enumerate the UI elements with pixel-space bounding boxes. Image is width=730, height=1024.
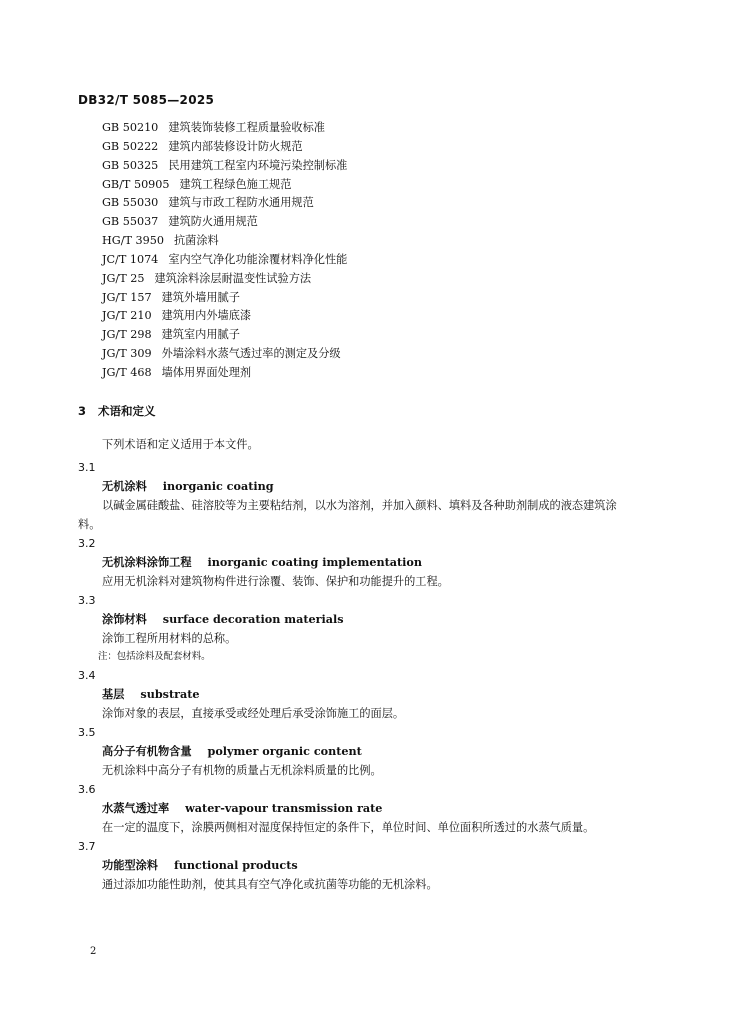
term-definition: 以碱金属硅酸盐、硅溶胶等为主要粘结剂，以水为溶剂，并加入颜料、填料及各种助剂制成的液态建筑涂料。 bbox=[78, 499, 617, 531]
term-definition: 通过添加功能性助剂，使其具有空气净化或抗菌等功能的无机涂料。 bbox=[102, 878, 438, 891]
term-chinese: 功能型涂料 bbox=[102, 858, 158, 872]
reference-title: 建筑工程绿色施工规范 bbox=[179, 177, 292, 191]
section-title: 术语和定义 bbox=[98, 404, 156, 418]
reference-code: JG/T 298 bbox=[102, 328, 152, 342]
reference-item bbox=[102, 270, 347, 289]
term-number: 3.7 bbox=[78, 840, 96, 853]
term-chinese: 涂饰材料 bbox=[102, 612, 147, 626]
term-chinese: 基层 bbox=[102, 687, 125, 701]
reference-title: 墙体用界面处理剂 bbox=[161, 365, 252, 379]
term-entry bbox=[78, 534, 638, 591]
reference-code: GB/T 50905 bbox=[102, 177, 170, 191]
reference-item bbox=[102, 138, 347, 157]
reference-code: GB 50210 bbox=[102, 121, 159, 134]
reference-code: JG/T 157 bbox=[102, 290, 152, 304]
term-entry bbox=[78, 837, 638, 894]
reference-item bbox=[102, 326, 347, 345]
term-entry bbox=[78, 723, 638, 780]
term-entry bbox=[78, 666, 638, 723]
term-heading bbox=[78, 685, 638, 704]
term-english: functional products bbox=[173, 858, 298, 872]
reference-code: JG/T 309 bbox=[102, 347, 152, 361]
term-english: inorganic coating bbox=[162, 479, 274, 493]
term-english: water-vapour transmission rate bbox=[185, 801, 383, 815]
reference-title: 抗菌涂料 bbox=[173, 234, 219, 248]
reference-item bbox=[102, 345, 347, 364]
reference-item bbox=[102, 176, 347, 195]
reference-item bbox=[102, 232, 347, 251]
normative-references-list bbox=[102, 119, 347, 383]
section-heading bbox=[78, 403, 156, 419]
reference-code: JC/T 1074 bbox=[102, 252, 159, 266]
term-definition: 应用无机涂料对建筑物构件进行涂覆、装饰、保护和功能提升的工程。 bbox=[102, 575, 449, 588]
reference-item bbox=[102, 213, 347, 232]
term-english: substrate bbox=[140, 687, 200, 701]
section-intro: 下列术语和定义适用于本文件。 bbox=[102, 438, 259, 451]
reference-title: 建筑涂料涂层耐温变性试验方法 bbox=[154, 271, 312, 285]
term-number: 3.2 bbox=[78, 537, 96, 550]
reference-code: GB 50325 bbox=[102, 158, 159, 172]
term-heading bbox=[78, 553, 638, 572]
section-number: 3 bbox=[78, 404, 87, 418]
term-number: 3.3 bbox=[78, 594, 96, 607]
term-number: 3.4 bbox=[78, 669, 96, 682]
document-code: DB32/T 5085—2025 bbox=[78, 93, 215, 107]
reference-title: 建筑与市政工程防水通用规范 bbox=[168, 196, 314, 210]
term-definition: 无机涂料中高分子有机物的质量占无机涂料质量的比例。 bbox=[102, 764, 382, 777]
term-note: 注：包括涂料及配套材料。 bbox=[98, 651, 211, 662]
reference-code: JG/T 210 bbox=[102, 309, 152, 323]
reference-item bbox=[102, 307, 347, 326]
term-definition: 涂饰对象的表层，直接承受或经处理后承受涂饰施工的面层。 bbox=[102, 707, 405, 720]
reference-code: HG/T 3950 bbox=[102, 234, 164, 248]
terms-list bbox=[78, 458, 638, 894]
reference-title: 建筑外墙用腻子 bbox=[161, 290, 240, 304]
term-number: 3.5 bbox=[78, 726, 96, 739]
reference-code: GB 55037 bbox=[102, 215, 159, 229]
reference-title: 建筑内部装修设计防火规范 bbox=[168, 139, 303, 153]
reference-code: JG/T 25 bbox=[102, 271, 145, 285]
term-number: 3.6 bbox=[78, 783, 96, 796]
term-english: inorganic coating implementation bbox=[207, 555, 423, 569]
reference-code: JG/T 468 bbox=[102, 365, 152, 379]
reference-item bbox=[102, 157, 347, 176]
reference-title: 民用建筑工程室内环境污染控制标准 bbox=[168, 158, 348, 172]
term-english: surface decoration materials bbox=[162, 612, 344, 626]
term-heading bbox=[78, 610, 638, 629]
reference-code: GB 55030 bbox=[102, 196, 159, 210]
term-chinese: 高分子有机物含量 bbox=[102, 744, 192, 758]
reference-item bbox=[102, 289, 347, 308]
reference-item bbox=[102, 364, 347, 383]
reference-title: 建筑用内外墙底漆 bbox=[161, 309, 252, 323]
term-heading bbox=[78, 742, 638, 761]
term-chinese: 水蒸气透过率 bbox=[102, 801, 170, 815]
reference-item bbox=[102, 251, 347, 270]
term-english: polymer organic content bbox=[207, 744, 362, 758]
term-definition: 涂饰工程所用材料的总称。 bbox=[102, 632, 237, 645]
term-chinese: 无机涂料 bbox=[102, 479, 147, 493]
term-number: 3.1 bbox=[78, 461, 96, 474]
reference-item bbox=[102, 119, 347, 138]
reference-code: GB 50222 bbox=[102, 139, 159, 153]
term-entry bbox=[78, 780, 638, 837]
term-entry bbox=[78, 591, 638, 666]
term-heading bbox=[78, 477, 638, 496]
page-number: 2 bbox=[90, 946, 97, 957]
term-chinese: 无机涂料涂饰工程 bbox=[102, 555, 192, 569]
term-heading bbox=[78, 856, 638, 875]
reference-item bbox=[102, 194, 347, 213]
reference-title: 建筑装饰装修工程质量验收标准 bbox=[168, 121, 325, 134]
reference-title: 外墙涂料水蒸气透过率的测定及分级 bbox=[161, 347, 341, 361]
reference-title: 建筑室内用腻子 bbox=[161, 328, 240, 342]
term-entry bbox=[78, 458, 638, 534]
term-heading bbox=[78, 799, 638, 818]
reference-title: 室内空气净化功能涂覆材料净化性能 bbox=[168, 252, 348, 266]
reference-title: 建筑防火通用规范 bbox=[168, 215, 258, 229]
term-definition: 在一定的温度下，涂膜两侧相对湿度保持恒定的条件下，单位时间、单位面积所透过的水蒸气质量。 bbox=[102, 821, 595, 834]
